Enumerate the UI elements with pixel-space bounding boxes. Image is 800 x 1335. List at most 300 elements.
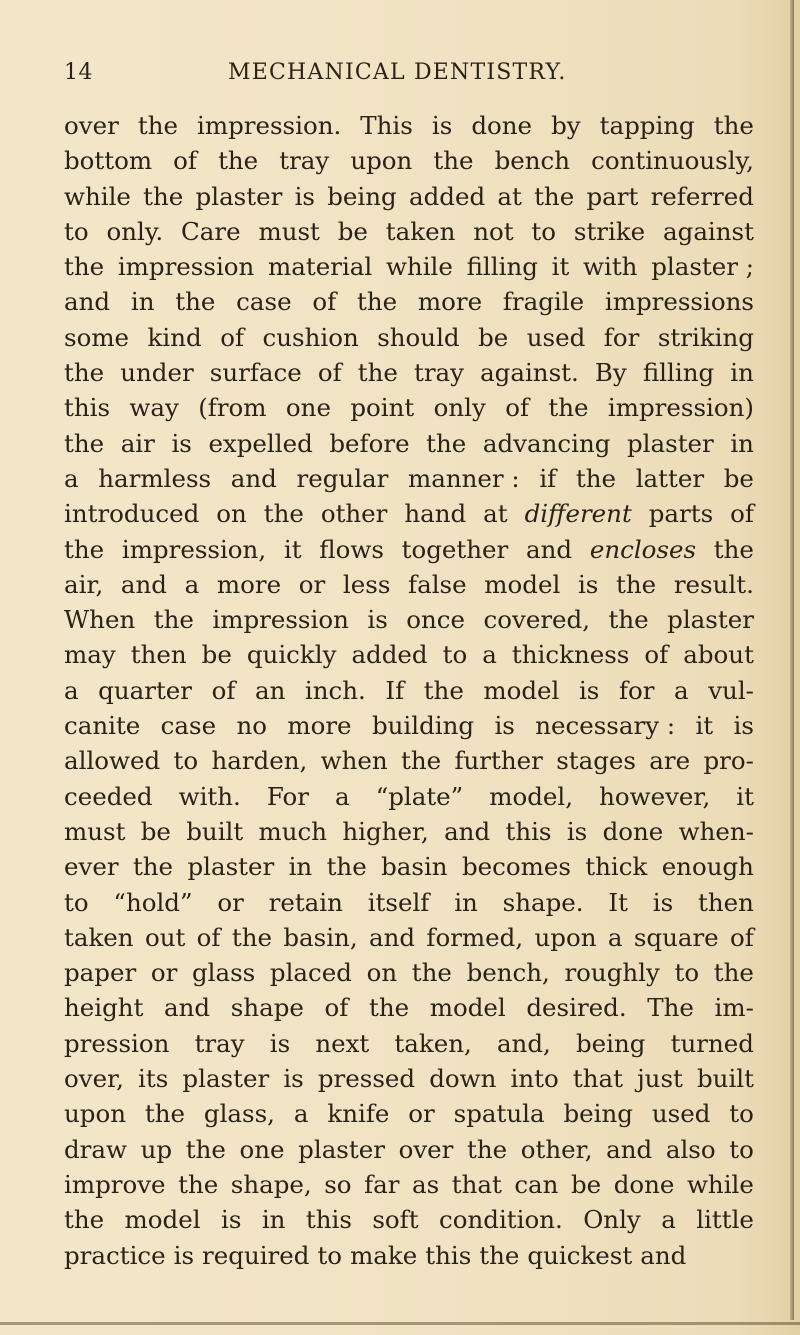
- word: it: [283, 534, 302, 564]
- word: impression: [212, 605, 349, 635]
- word: the: [467, 1134, 508, 1164]
- word: at: [483, 499, 508, 529]
- word: down: [429, 1064, 497, 1094]
- word: the: [433, 146, 474, 176]
- word: be: [140, 816, 171, 846]
- word: placed: [269, 958, 352, 988]
- word: pro-: [703, 746, 754, 776]
- text-line: [64, 779, 754, 814]
- word: over,: [64, 1064, 124, 1094]
- word: surface: [209, 358, 302, 388]
- word: under: [120, 358, 194, 388]
- word: and: [164, 993, 211, 1023]
- page-edge-right: [790, 0, 794, 1320]
- running-head: MECHANICAL DENTISTRY.: [228, 60, 567, 85]
- word: also: [665, 1134, 716, 1164]
- word: so: [324, 1169, 352, 1199]
- word: the: [713, 111, 754, 140]
- word: height: [64, 993, 144, 1023]
- word: the: [368, 993, 410, 1023]
- word: the: [401, 746, 442, 776]
- word: This: [360, 111, 413, 140]
- word: bench: [494, 146, 571, 176]
- word: the: [185, 1134, 226, 1164]
- word: is: [269, 1028, 291, 1058]
- word: when: [320, 746, 388, 776]
- word: tray: [413, 358, 464, 388]
- word: far: [364, 1169, 400, 1199]
- word: the: [263, 499, 304, 529]
- word: impression,: [121, 534, 267, 564]
- text-line: [64, 532, 754, 567]
- word: the: [64, 534, 105, 564]
- word: different: [524, 499, 632, 529]
- word: For: [266, 781, 310, 811]
- word: the: [479, 1240, 520, 1270]
- word: of: [505, 393, 530, 423]
- word: other,: [520, 1134, 593, 1164]
- word: may: [64, 640, 116, 670]
- word: allowed: [64, 746, 161, 776]
- word: air,: [64, 569, 104, 599]
- text-line: [64, 673, 754, 708]
- word: and,: [496, 1028, 551, 1058]
- word: model: [124, 1205, 201, 1235]
- word: with: [583, 252, 638, 282]
- word: im-: [714, 993, 754, 1023]
- word: in: [730, 428, 754, 458]
- word: impression: [117, 252, 255, 282]
- text-line: [64, 143, 754, 178]
- text-line: [64, 496, 754, 531]
- word: taken,: [394, 1028, 472, 1058]
- word: pressed: [317, 1064, 416, 1094]
- word: (from: [198, 393, 267, 423]
- text-line: [64, 108, 754, 143]
- word: no: [236, 711, 267, 741]
- word: in: [288, 852, 313, 882]
- word: required: [202, 1240, 310, 1270]
- word: higher,: [342, 816, 429, 846]
- word: some: [64, 322, 130, 352]
- word: latter: [635, 463, 705, 493]
- word: a: [607, 922, 623, 952]
- word: cushion: [262, 322, 359, 352]
- word: to: [674, 958, 700, 988]
- word: continuously,: [591, 146, 754, 176]
- word: up: [140, 1134, 173, 1164]
- word: is: [733, 711, 754, 741]
- text-line: [64, 637, 754, 672]
- word: quarter: [98, 675, 193, 705]
- text-line: [64, 390, 754, 425]
- word: more: [216, 569, 282, 599]
- word: or: [217, 887, 244, 917]
- word: case: [236, 287, 292, 317]
- word: a: [661, 1205, 676, 1235]
- word: model: [484, 569, 561, 599]
- word: once: [406, 605, 466, 635]
- text-line: [64, 955, 754, 990]
- word: is: [652, 887, 674, 917]
- word: spatula: [453, 1099, 545, 1129]
- word: the: [143, 181, 184, 211]
- word: as: [412, 1169, 440, 1199]
- word: be: [201, 640, 232, 670]
- word: the: [608, 605, 649, 635]
- word: the: [426, 428, 467, 458]
- word: added: [351, 640, 428, 670]
- word: plaster: [667, 605, 754, 635]
- word: inch.: [304, 675, 366, 705]
- word: expelled: [208, 428, 313, 458]
- word: over: [64, 111, 119, 140]
- word: result.: [673, 569, 754, 599]
- word: into: [510, 1064, 559, 1094]
- word: stages: [556, 746, 636, 776]
- word: taken: [385, 216, 456, 246]
- word: By: [594, 358, 627, 388]
- word: on: [366, 958, 398, 988]
- word: enough: [661, 852, 754, 882]
- word: much: [258, 816, 328, 846]
- word: a: [64, 675, 79, 705]
- word: is: [494, 711, 515, 741]
- text-line: [64, 885, 754, 920]
- word: encloses: [589, 534, 697, 564]
- word: be: [337, 216, 368, 246]
- word: the: [137, 111, 178, 140]
- word: upon: [350, 146, 413, 176]
- word: is: [566, 816, 588, 846]
- word: to: [64, 887, 89, 917]
- word: by: [551, 111, 581, 140]
- word: bench,: [466, 958, 550, 988]
- word: built: [186, 816, 244, 846]
- word: of: [312, 287, 337, 317]
- word: of: [220, 322, 245, 352]
- word: the: [64, 1205, 105, 1235]
- word: roughly: [564, 958, 660, 988]
- word: only.: [106, 216, 164, 246]
- word: to: [531, 216, 557, 246]
- word: the: [153, 605, 194, 635]
- word: shape: [230, 993, 304, 1023]
- word: more: [287, 711, 352, 741]
- word: a: [64, 463, 79, 493]
- word: of: [317, 358, 342, 388]
- word: glass,: [203, 1099, 275, 1129]
- word: thickness: [511, 640, 630, 670]
- word: vul-: [708, 675, 754, 705]
- text-line: [64, 990, 754, 1025]
- word: it: [551, 252, 570, 282]
- word: the: [64, 358, 105, 388]
- word: plaster: [195, 181, 283, 211]
- word: a: [293, 1099, 309, 1129]
- word: its: [138, 1064, 169, 1094]
- word: before: [329, 428, 410, 458]
- word: out: [144, 922, 186, 952]
- word: the: [178, 1169, 219, 1199]
- word: other: [320, 499, 388, 529]
- word: being: [327, 181, 397, 211]
- word: a: [184, 569, 200, 599]
- word: quickly: [246, 640, 337, 670]
- word: If: [385, 675, 405, 705]
- word: of: [211, 675, 236, 705]
- word: in: [730, 358, 754, 388]
- word: one: [285, 393, 331, 423]
- word: model: [429, 993, 506, 1023]
- word: or: [150, 958, 178, 988]
- word: the: [357, 358, 398, 388]
- word: be: [570, 1169, 602, 1199]
- text-line: [64, 1202, 754, 1237]
- word: becomes: [461, 852, 571, 882]
- word: kind: [147, 322, 202, 352]
- word: bottom: [64, 146, 153, 176]
- word: impressions: [604, 287, 754, 317]
- word: the: [713, 958, 754, 988]
- word: taken: [64, 922, 134, 952]
- word: should: [377, 322, 460, 352]
- word: draw: [64, 1134, 127, 1164]
- word: is: [220, 1205, 242, 1235]
- word: and: [526, 534, 573, 564]
- word: next: [315, 1028, 370, 1058]
- word: desired.: [526, 993, 627, 1023]
- word: and: [444, 816, 491, 846]
- word: soft: [372, 1205, 419, 1235]
- text-line: [64, 426, 754, 461]
- word: a: [674, 675, 689, 705]
- word: little: [696, 1205, 754, 1235]
- word: built: [697, 1064, 754, 1094]
- word: of: [644, 640, 669, 670]
- word: case: [160, 711, 217, 741]
- word: this: [64, 393, 111, 423]
- text-line: [64, 1132, 754, 1167]
- word: the: [144, 1099, 186, 1129]
- word: material: [268, 252, 373, 282]
- word: must: [258, 216, 320, 246]
- word: this: [505, 816, 552, 846]
- page-edge-bottom: [0, 1322, 800, 1325]
- word: knife: [327, 1099, 390, 1129]
- word: When: [64, 605, 136, 635]
- word: ever: [64, 852, 119, 882]
- word: further: [454, 746, 543, 776]
- word: this: [425, 1240, 472, 1270]
- word: itself: [367, 887, 430, 917]
- word: the: [132, 852, 174, 882]
- word: is: [173, 1240, 195, 1270]
- text-line: [64, 743, 754, 778]
- word: is: [431, 111, 453, 140]
- word: then: [130, 640, 187, 670]
- word: to: [64, 216, 89, 246]
- word: practice: [64, 1240, 166, 1270]
- word: that: [572, 1064, 623, 1094]
- word: then: [697, 887, 754, 917]
- text-line: [64, 567, 754, 602]
- word: pression: [64, 1028, 170, 1058]
- word: together: [401, 534, 509, 564]
- word: or: [408, 1099, 435, 1129]
- word: are: [649, 746, 691, 776]
- word: the: [616, 569, 657, 599]
- word: retain: [268, 887, 343, 917]
- word: of: [730, 922, 754, 952]
- word: necessary :: [535, 711, 676, 741]
- word: or: [298, 569, 326, 599]
- text-line: [64, 708, 754, 743]
- word: square: [633, 922, 719, 952]
- word: impression): [607, 393, 754, 423]
- text-line: [64, 320, 754, 355]
- word: to: [317, 1240, 343, 1270]
- word: strike: [573, 216, 646, 246]
- word: and: [230, 463, 277, 493]
- word: being: [563, 1099, 633, 1129]
- word: while: [64, 181, 131, 211]
- text-line: [64, 461, 754, 496]
- word: that: [451, 1169, 502, 1199]
- word: and: [640, 1240, 687, 1270]
- word: plaster ;: [651, 252, 754, 282]
- word: the: [218, 146, 259, 176]
- word: upon: [534, 922, 597, 952]
- word: with.: [178, 781, 241, 811]
- word: upon: [64, 1099, 126, 1129]
- word: to: [442, 640, 468, 670]
- word: the: [326, 852, 367, 882]
- word: in: [454, 887, 478, 917]
- word: just: [637, 1064, 683, 1094]
- word: to: [729, 1134, 754, 1164]
- word: basin: [381, 852, 448, 882]
- word: about: [683, 640, 754, 670]
- word: turned: [670, 1028, 754, 1058]
- text-line: [64, 1061, 754, 1096]
- word: canite: [64, 711, 141, 741]
- word: the: [356, 287, 398, 317]
- word: is: [577, 569, 599, 599]
- word: and: [64, 287, 111, 317]
- word: it: [736, 781, 754, 811]
- text-line: [64, 1238, 754, 1273]
- word: filling: [642, 358, 715, 388]
- word: however,: [599, 781, 711, 811]
- word: of: [730, 499, 754, 529]
- word: more: [417, 287, 483, 317]
- word: the: [411, 958, 452, 988]
- text-line: [64, 1026, 754, 1061]
- word: the: [64, 428, 105, 458]
- text-line: [64, 214, 754, 249]
- word: over: [398, 1134, 454, 1164]
- word: the: [575, 463, 617, 493]
- word: is: [367, 605, 388, 635]
- word: model: [483, 675, 560, 705]
- word: striking: [657, 322, 754, 352]
- text-line: [64, 814, 754, 849]
- word: impression.: [197, 111, 342, 140]
- word: air: [120, 428, 155, 458]
- word: for: [618, 675, 655, 705]
- word: false: [408, 569, 467, 599]
- word: to: [173, 746, 199, 776]
- word: it: [695, 711, 714, 741]
- word: the: [175, 287, 216, 317]
- text-line: [64, 1096, 754, 1131]
- word: being: [575, 1028, 646, 1058]
- word: plaster: [627, 428, 714, 458]
- word: plaster: [298, 1134, 385, 1164]
- word: when-: [678, 816, 754, 846]
- page-number: 14: [64, 60, 93, 85]
- word: harden,: [211, 746, 308, 776]
- word: tray: [194, 1028, 245, 1058]
- word: manner :: [408, 463, 520, 493]
- word: only: [433, 393, 486, 423]
- word: for: [603, 322, 640, 352]
- word: in: [130, 287, 155, 317]
- word: used: [651, 1099, 711, 1129]
- word: while: [686, 1169, 754, 1199]
- word: done: [471, 111, 533, 140]
- word: introduced: [64, 499, 200, 529]
- word: an: [254, 675, 286, 705]
- word: tapping: [599, 111, 695, 140]
- word: regular: [296, 463, 389, 493]
- word: done: [613, 1169, 675, 1199]
- word: “plate”: [375, 781, 464, 811]
- word: point: [350, 393, 415, 423]
- word: while: [385, 252, 453, 282]
- text-line: [64, 602, 754, 637]
- word: advancing: [482, 428, 611, 458]
- word: less: [342, 569, 391, 599]
- word: Only: [583, 1205, 641, 1235]
- word: model,: [489, 781, 574, 811]
- text-line: [64, 1167, 754, 1202]
- word: The: [647, 993, 694, 1023]
- word: parts: [648, 499, 714, 529]
- text-line: [64, 355, 754, 390]
- word: and: [120, 569, 167, 599]
- word: the: [548, 393, 589, 423]
- word: is: [283, 1064, 304, 1094]
- word: this: [305, 1205, 352, 1235]
- word: part: [586, 181, 639, 211]
- word: must: [64, 816, 126, 846]
- word: in: [261, 1205, 286, 1235]
- word: against: [663, 216, 754, 246]
- word: thick: [585, 852, 648, 882]
- word: “hold”: [113, 887, 193, 917]
- word: tray: [279, 146, 330, 176]
- word: the: [534, 181, 575, 211]
- word: at: [497, 181, 522, 211]
- word: and: [606, 1134, 653, 1164]
- word: covered,: [483, 605, 591, 635]
- word: done: [602, 816, 664, 846]
- word: the: [423, 675, 464, 705]
- word: flows: [319, 534, 384, 564]
- word: on: [216, 499, 247, 529]
